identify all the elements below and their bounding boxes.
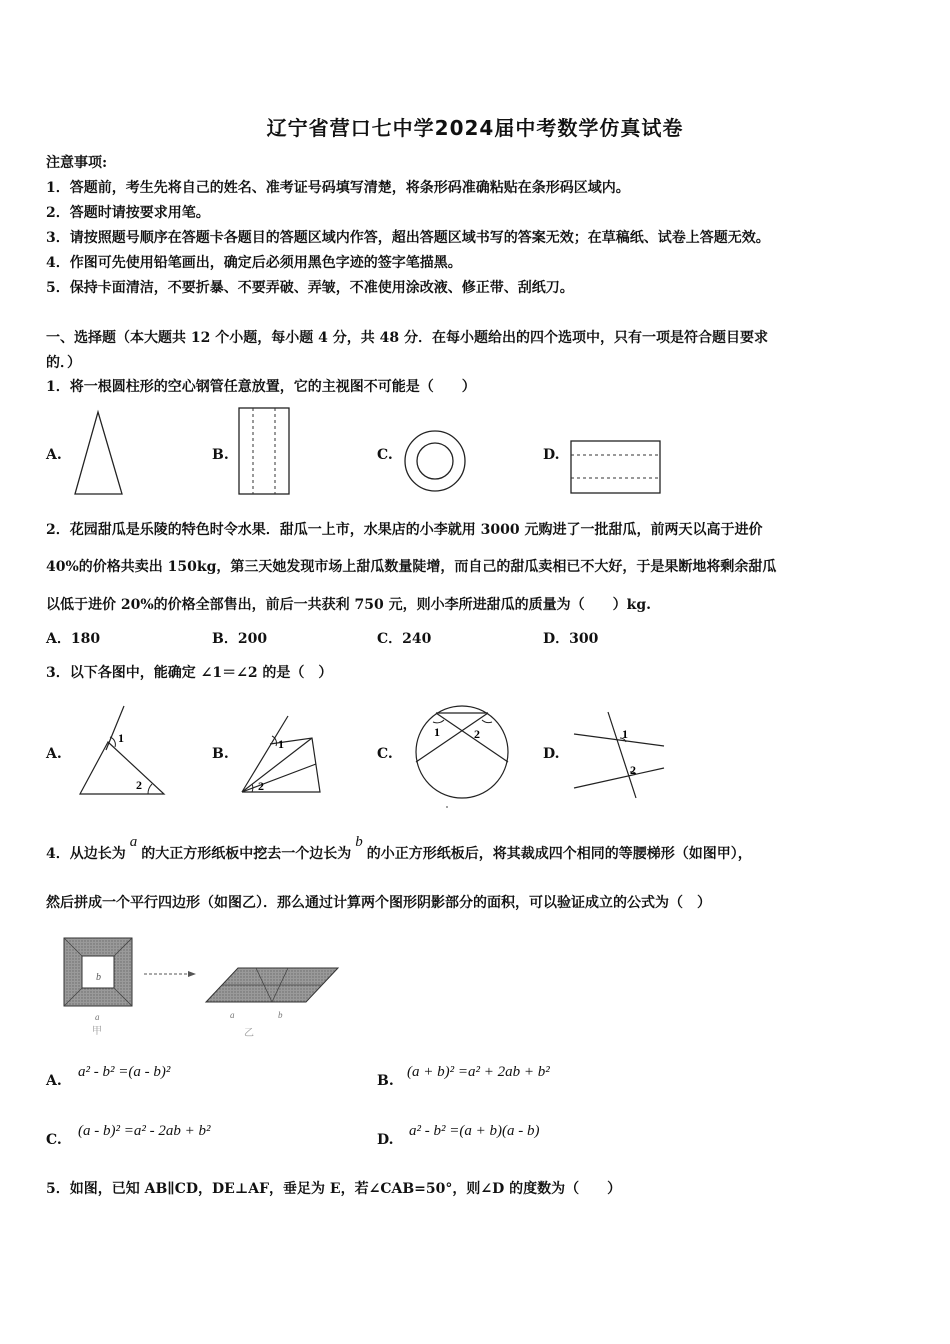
q3-option-d-label: D.: [543, 746, 560, 762]
q4-option-c-label: C.: [46, 1132, 62, 1148]
notice-item: 3．请按照题号顺序在答题卡各题目的答题区域内作答，超出答题区域书写的答案无效；在草稿纸、试卷上答题无效。: [46, 230, 770, 246]
q3-b-angle-2-label: 2: [258, 779, 264, 793]
q4-option-a-formula: a² - b² =(a - b)²: [78, 1064, 171, 1080]
var-b: b: [355, 834, 363, 850]
q4-figure-square-to-parallelogram: [60, 934, 360, 1044]
q4-option-a-label: A.: [46, 1073, 62, 1089]
q2-option-a: A．180: [46, 631, 101, 647]
q1-figure-a-triangle: [70, 410, 130, 500]
q3-a-angle-1-label: 1: [118, 731, 124, 745]
q1-figure-c-rings: [402, 428, 470, 496]
page-title: 辽宁省营口七中学2024届中考数学仿真试卷: [266, 116, 684, 140]
q4-option-d-label: D.: [377, 1132, 394, 1148]
q4-fig-a-label-2: a: [230, 1010, 235, 1020]
q1-option-b-label: B.: [212, 447, 229, 463]
question-1-stem: 1．将一根圆柱形的空心钢管任意放置，它的主视图不可能是（ ）: [46, 379, 476, 395]
q3-figure-d-lines: [572, 708, 668, 800]
notice-item: 5．保持卡面清洁，不要折暴、不要弄破、弄皱，不准使用涂改液、修正带、刮纸刀。: [46, 280, 574, 296]
q3-b-angle-1-label: 1: [278, 737, 284, 751]
q3-option-b-label: B.: [212, 746, 229, 762]
question-2-line3: 以低于进价 20%的价格全部售出，前后一共获利 750 元，则小李所进甜瓜的质量为（ ）kg.: [46, 597, 651, 613]
notice-item: 2．答题时请按要求用笔。: [46, 205, 210, 221]
q3-figure-a: [78, 704, 170, 800]
q3-d-angle-1-label: 1: [622, 727, 628, 741]
q3-option-c-label: C.: [377, 746, 393, 762]
q4-option-d-formula: a² - b² =(a + b)(a - b): [409, 1123, 540, 1139]
q4-label-yi: 乙: [244, 1028, 254, 1039]
q4-text-part: 4．从边长为: [46, 846, 126, 862]
q3-figure-c-circle: [412, 700, 516, 808]
q3-c-angle-1-label: 1: [434, 725, 440, 739]
q4-text-part: 的大正方形纸板中挖去一个边长为: [141, 846, 352, 862]
q1-figure-b-rectangle: [236, 406, 296, 498]
q4-label-jia: 甲: [92, 1026, 102, 1037]
q2-option-c: C．240: [377, 631, 432, 647]
q3-figure-b: [240, 714, 336, 798]
q4-fig-a-label: a: [95, 1012, 100, 1022]
var-a: a: [129, 834, 138, 850]
notice-heading: 注意事项:: [46, 155, 108, 171]
q3-a-angle-2-label: 2: [136, 778, 142, 792]
notice-item: 4．作图可先使用铅笔画出，确定后必须用黑色字迹的签字笔描黑。: [46, 255, 462, 271]
q4-fig-b-label-2: b: [278, 1010, 283, 1020]
question-2-line1: 2．花园甜瓜是乐陵的特色时令水果．甜瓜一上市，水果店的小李就用 3000 元购进了一批甜瓜，前两天以高于进价: [46, 522, 763, 538]
question-4-line1: [46, 834, 752, 863]
question-2-line2: 40%的价格共卖出 150kg，第三天她发现市场上甜瓜数量陡增，而自己的甜瓜卖相已不大好，于是果断地将剩余甜瓜: [46, 559, 777, 575]
q1-option-a-label: A.: [46, 447, 62, 463]
q4-option-c-formula: (a - b)² =a² - 2ab + b²: [78, 1123, 211, 1139]
question-3-stem: 3．以下各图中，能确定 ∠1＝∠2 的是（ ）: [46, 665, 333, 681]
q2-option-b: B．200: [212, 631, 268, 647]
q3-c-angle-2-label: 2: [474, 727, 480, 741]
q1-figure-d-rectangle: [568, 438, 664, 498]
question-5-stem: 5．如图，已知 AB∥CD，DE⊥AF，垂足为 E，若∠CAB=50°，则∠D 的度数为（ ）: [46, 1181, 622, 1197]
q3-option-a-label: A.: [46, 746, 62, 762]
q1-option-d-label: D.: [543, 447, 560, 463]
q4-option-b-formula: (a + b)² =a² + 2ab + b²: [407, 1064, 550, 1080]
notice-item: 1．答题前，考生先将自己的姓名、准考证号码填写清楚，将条形码准确粘贴在条形码区域内。: [46, 180, 630, 196]
q3-d-angle-2-label: 2: [630, 763, 636, 777]
question-4-line2: 然后拼成一个平行四边形（如图乙）．那么通过计算两个图形阴影部分的面积，可以验证成立的公式为（ ）: [46, 895, 711, 911]
q4-fig-b-label: b: [96, 972, 101, 983]
q1-option-c-label: C.: [377, 447, 393, 463]
section-heading-cont: 的．）: [46, 355, 81, 371]
q4-option-b-label: B.: [377, 1073, 394, 1089]
q2-option-d: D．300: [543, 631, 599, 647]
section-heading: 一、选择题（本大题共 12 个小题，每小题 4 分，共 48 分．在每小题给出的四个选项中，只有一项是符合题目要求: [46, 330, 768, 346]
q4-text-part: 的小正方形纸板后，将其裁成四个相同的等腰梯形（如图甲），: [366, 846, 752, 862]
